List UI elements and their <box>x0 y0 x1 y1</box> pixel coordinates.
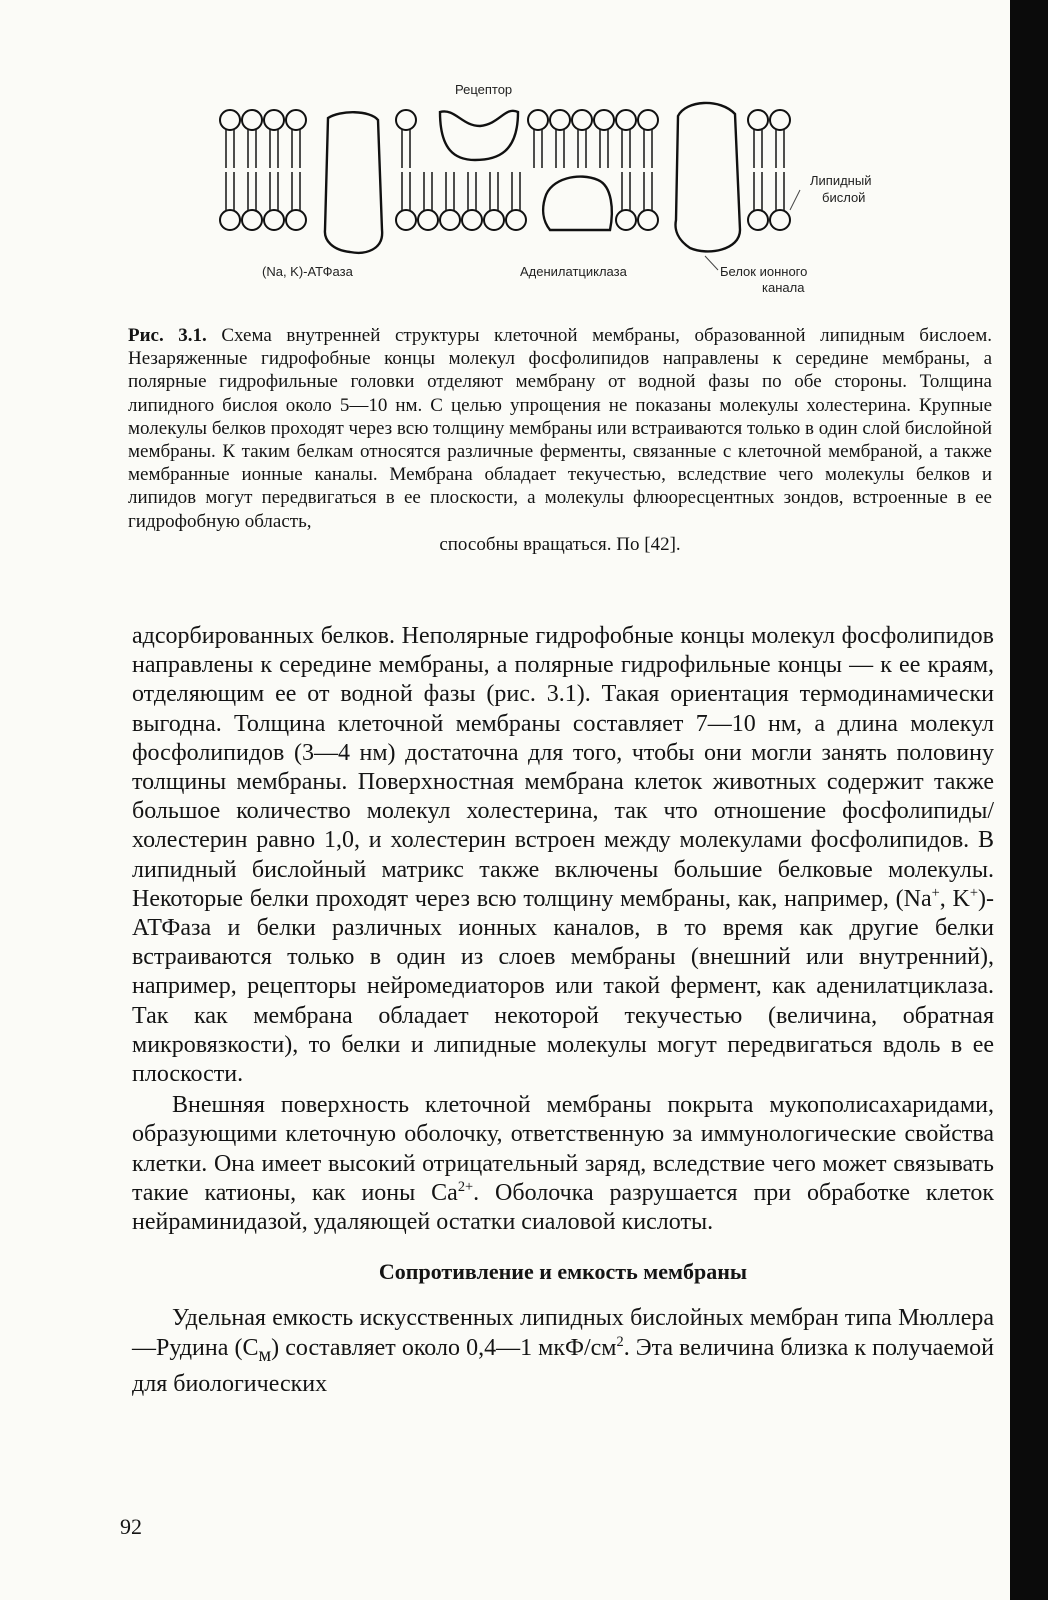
paragraph-2 <box>132 1091 994 1237</box>
lipid-head <box>616 210 636 230</box>
lipid-head <box>748 210 768 230</box>
superscript-plus-1: + <box>931 884 940 901</box>
lipid-head <box>286 210 306 230</box>
paragraph-3-part-b: ) составляет около 0,4—1 мкФ/см <box>271 1334 617 1361</box>
receptor-protein <box>440 111 518 160</box>
lipid-head <box>264 110 284 130</box>
lipid-head <box>264 210 284 230</box>
lipid-head <box>418 210 438 230</box>
lipid-head <box>286 110 306 130</box>
lipid-head <box>506 210 526 230</box>
ion-channel-leader-line <box>705 256 718 270</box>
paragraph-3-part-a: Удельная емкость искусственных липидных бислойных мембран типа Мюллера—Рудина (С <box>132 1305 994 1361</box>
lipid-head <box>440 210 460 230</box>
superscript-2: 2 <box>616 1333 624 1350</box>
lipid-head <box>220 210 240 230</box>
lipid-head <box>594 110 614 130</box>
lipid-head <box>396 210 416 230</box>
paragraph-1 <box>132 622 994 1089</box>
lipid-head <box>616 110 636 130</box>
lipid-head <box>770 110 790 130</box>
label-ion-channel-line2: канала <box>762 280 805 295</box>
paragraph-1-part-b: , K <box>939 885 970 912</box>
lipid-head <box>484 210 504 230</box>
caption-last-line: способны вращаться. По [42]. <box>439 533 681 555</box>
paragraph-1-part-c: )-АТФаза и белки различных ионных каналов, в то время как другие белки встраиваются только в один из слоев мембраны (внешний или внутренний), например, рецепторы нейромедиаторов или такой фермент, как аденилатциклаза. Так как мембрана обладает некоторой текучестью (величина, обратная микровязкости), то белки и липидные молекулы могут передвигаться вдоль в ее плоскости. <box>132 885 994 1088</box>
lipid-head <box>242 110 262 130</box>
superscript-plus-2: + <box>969 884 979 901</box>
caption-text: Схема внутренней структуры клеточной мембраны, образованной липидным бислоем. Незаряженные гидрофобные концы молекул фосфолипидов направлены к середине мембраны, а полярные гидрофильные головки отделяют мембрану от водной фазы по обе стороны. Толщина липидного бислоя около 5—10 нм. С целью упрощения не показаны молекулы холестерина. Крупные молекулы белков проходят через всю толщину мембраны или встраиваются только в один слой бислойной мембраны. К таким белкам относятся различные ферменты, связанные с клеточной мембраной, а также мембранные ионные каналы. Мембрана обладает текучестью, вследствие чего молекулы белков и липидов могут передвигаться в ее плоскости, а молекулы флюоресцентных зондов, встроенные в ее гидрофобную область, <box>128 325 992 532</box>
atpase-protein <box>325 112 382 253</box>
lipid-head <box>396 110 416 130</box>
paragraph-2-part-a: Внешняя поверхность клеточной мембраны покрыта мукополисахаридами, образующими клеточную оболочку, ответственную за иммунологические свойства клетки. Она имеет высокий отрицательный заряд, вследствие чего может связывать такие катионы, как ионы Са <box>132 1092 994 1206</box>
paragraph-2-part-b: . Оболочка разрушается при обработке клеток нейраминидазой, удаляющей остатки сиаловой кислоты. <box>132 1179 994 1236</box>
scan-edge-shadow <box>1010 0 1048 1600</box>
bilayer-leader-line <box>790 190 800 210</box>
lipid-head <box>572 110 592 130</box>
lipid-head <box>462 210 482 230</box>
lipid-head <box>748 110 768 130</box>
lipid-head <box>242 210 262 230</box>
main-text <box>132 622 994 1399</box>
page-number: 92 <box>120 1514 142 1539</box>
lipid-head <box>638 210 658 230</box>
lipid-head <box>550 110 570 130</box>
lipid-head <box>528 110 548 130</box>
label-lipid-bilayer-line2: бислой <box>822 190 866 205</box>
subscript-m: м <box>258 1343 272 1366</box>
lipid-head <box>220 110 240 130</box>
ion-channel-protein <box>676 103 740 251</box>
label-adenylate-cyclase: Аденилатциклаза <box>520 264 627 279</box>
membrane-diagram <box>200 80 920 310</box>
caption-lead: Рис. 3.1. <box>128 325 207 346</box>
label-atpase: (Na, K)-АТФаза <box>262 264 353 279</box>
adenylate-cyclase-protein <box>543 177 612 230</box>
paragraph-3-part-c: . Эта величина близка к получаемой для биологических <box>132 1334 995 1397</box>
lipid-head <box>638 110 658 130</box>
section-heading: Сопротивление и емкость мембраны <box>378 1259 748 1285</box>
figure-caption <box>128 324 992 556</box>
label-lipid-bilayer-line1: Липидный <box>810 173 872 188</box>
paragraph-1-part-a: адсорбированных белков. Неполярные гидрофобные концы молекул фосфолипидов направлены к середине мембраны, а полярные гидрофильные концы — к ее краям, отделяющим ее от водной фазы (рис. 3.1). Такая ориентация термодинамически выгодна. Толщина клеточной мембраны составляет 7—10 нм, а длина молекул фосфолипидов (3—4 нм) достаточна для того, чтобы они могли занять половину толщины мембраны. Поверхностная мембрана клеток животных содержит также большое количество молекул холестерина, так что отношение фосфолипиды/холестерин равно 1,0, и холестерин встроен между молекулами фосфолипидов. В липидный бислойный матрикс также включены большие белковые молекулы. Некоторые белки проходят через всю толщину мембраны, как, например, (Na <box>132 623 994 912</box>
label-receptor: Рецептор <box>455 82 513 97</box>
lipid-head <box>770 210 790 230</box>
label-ion-channel-line1: Белок ионного <box>720 264 808 279</box>
membrane-figure <box>200 80 920 310</box>
superscript-charge: 2+ <box>457 1178 474 1195</box>
paragraph-3 <box>132 1304 994 1398</box>
